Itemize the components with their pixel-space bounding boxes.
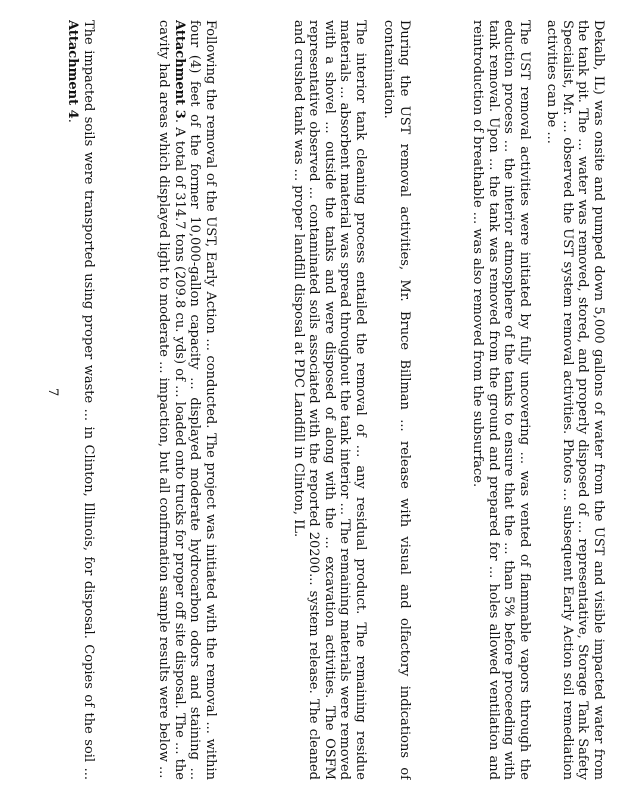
paragraph-early-action — [108, 20, 218, 780]
paragraph-release-observation: During the UST removal activities, Mr. Bruce Billman ... release with visual and olfactory indications of contamination. — [381, 20, 412, 780]
soil-transport-text-continued: . — [65, 118, 81, 123]
paragraph-soil-transport — [64, 20, 96, 780]
page-number: 7 — [45, 388, 60, 397]
paragraph-tank-cleaning: The interior tank cleaning process entailed the removal of ... any residual product. The remaining residue materials ... absorbent material was spread throughout the tank interior ... The remaining materials were removed with a shovel ... outside the tanks and were disposed of along with the ... excavation activities. The OSFM representative observed ... contaminated soils associated with the reported 20200... system release. The cleaned and crushed tank was ... proper landfill disposal at PDC Landfill in Clinton, IL. — [291, 20, 368, 780]
soil-transport-text: The impacted soils were transported using proper waste ... in Clinton, Illinois, for disposal. Copies of the soil ... — [81, 20, 96, 780]
early-action-text-continued: . A total of 314.7 tons (209.8 cu. yds) of ... loaded onto trucks for proper off site disposal. The ... the cavity had areas which displayed light to moderate ... impaction, but all confirmation sample results were below ... — [156, 20, 187, 780]
paragraph-ust-removal-initiation: The UST removal activities were initiated by fully uncovering ... was vented of flammable vapors through the eduction process ... the interior atmosphere of the tanks to ensure that the ... than 5% before proceeding with tank removal. Upon ... the tank was removed from the ground and prepared for ... holes allowed ventilation and reintroduction of breathable ... was also removed from the subsurface. — [470, 20, 532, 780]
attachment-3-reference: Attachment 3 — [172, 20, 187, 119]
early-action-text: Following the removal of the UST, Early Action ... conducted. The project was initiated with the removal ... within four (4) feet of the former 10,000-gallon capacity ... displayed moderate hydrocarbon odors and staining ... — [187, 20, 218, 780]
attachment-4-reference: Attachment 4 — [65, 20, 81, 119]
paragraph-ust-pumping: Dekalb, IL) was onsite and pumped down 5,000 gallons of water from the UST and visible impacted water from the tank pit. The ... water was removed, stored, and properly disposed of ... representative, Storage Tank Safety Specialist, Mr. ... observed the UST system removal activities. Photos ... subsequent Early Action soil remediation activities can be ... — [544, 20, 606, 780]
